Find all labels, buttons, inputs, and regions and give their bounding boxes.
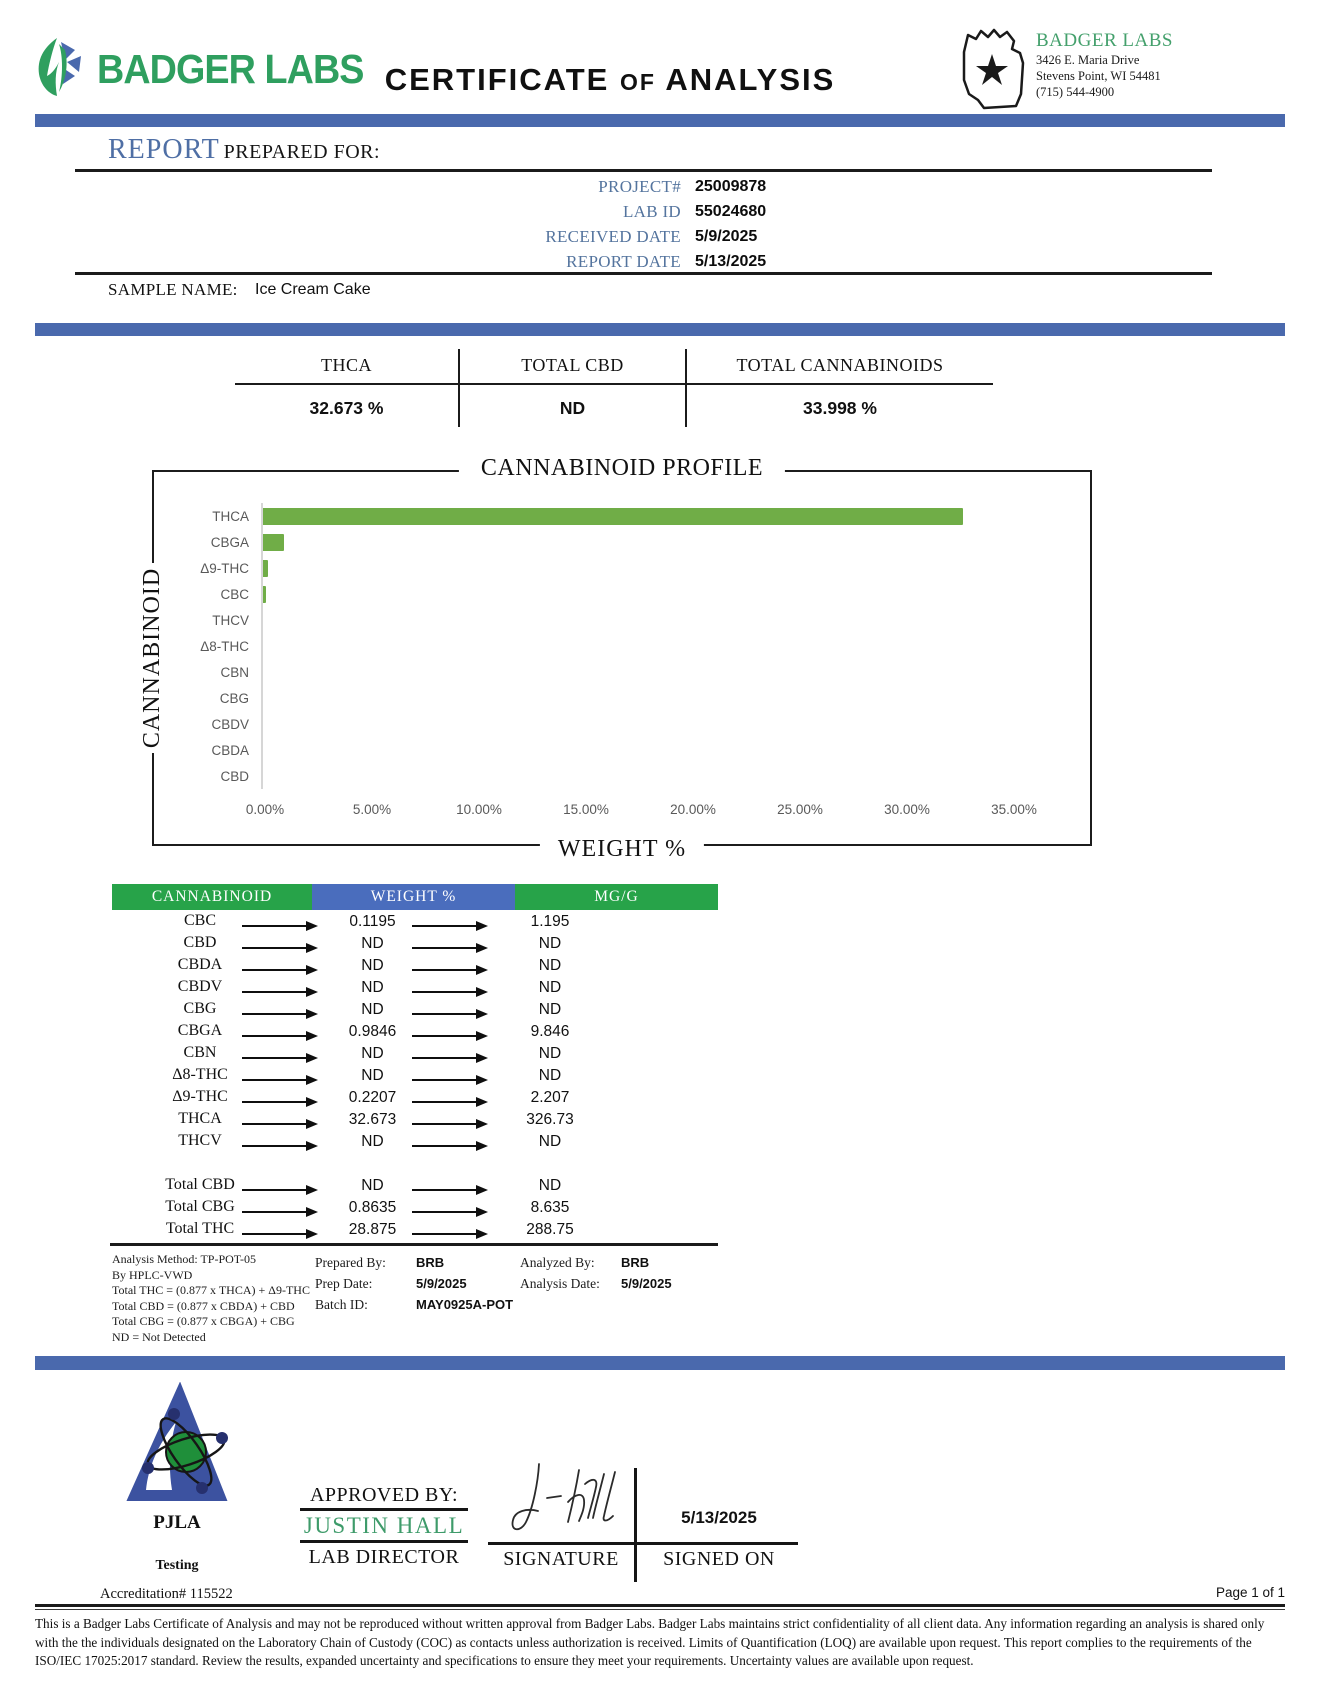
mg-g-value: ND — [538, 1001, 562, 1018]
cannabinoid-name: CBD — [183, 934, 217, 951]
chart-row — [154, 711, 1080, 737]
chart-bar-track — [261, 659, 1080, 685]
cannabinoid-name: CBC — [183, 912, 216, 929]
table-header-cannabinoid: CANNABINOID — [112, 884, 312, 910]
chart-x-tick-label: 30.00% — [884, 802, 930, 817]
lab-contact-block — [950, 22, 1173, 119]
rule — [35, 1609, 1285, 1610]
arrow-head — [476, 987, 488, 997]
arrow-shaft — [412, 1035, 476, 1037]
arrow-shaft — [412, 925, 476, 927]
signed-date: 5/13/2025 — [681, 1508, 757, 1527]
chart-row — [154, 763, 1080, 789]
chart-bar — [263, 560, 268, 577]
method-note-line: Total CBG = (0.877 x CBGA) + CBG — [112, 1314, 295, 1328]
lab-address-line2: Stevens Point, WI 54481 — [1036, 69, 1161, 83]
report-field: LAB ID 55024680 — [623, 201, 767, 221]
chart-bar-track — [261, 529, 1080, 555]
mg-g-value: 8.635 — [530, 1199, 570, 1216]
svg-text:PJLA: PJLA — [153, 1512, 201, 1533]
weight-pct-value: ND — [361, 935, 384, 952]
chart-category-label: Δ8-THC — [200, 638, 249, 654]
table-row — [110, 1110, 630, 1132]
report-field: RECEIVED DATE 5/9/2025 — [545, 226, 758, 246]
chart-row — [154, 503, 1080, 529]
arrow-icon — [242, 1009, 318, 1019]
weight-pct-value: ND — [361, 1045, 384, 1062]
arrow-icon — [412, 1207, 488, 1217]
report-prepared-for-title: REPORT PREPARED FOR: — [108, 134, 381, 165]
arrow-shaft — [242, 925, 306, 927]
arrow-head — [476, 1053, 488, 1063]
note-value: BRB — [416, 1255, 445, 1270]
arrow-icon — [412, 965, 488, 975]
signature-rule — [488, 1542, 798, 1545]
table-header-mgg: MG/G — [515, 884, 718, 910]
note-field — [315, 1252, 515, 1273]
chart-x-tick-label: 20.00% — [670, 802, 716, 817]
justin-hall-signature — [505, 1458, 645, 1545]
cannabinoid-name: Δ8-THC — [172, 1066, 228, 1083]
weight-pct-value: ND — [361, 957, 384, 974]
arrow-shaft — [412, 1079, 476, 1081]
chart-row — [154, 659, 1080, 685]
chart-bar-track — [261, 607, 1080, 633]
cannabinoid-name: Total CBG — [165, 1198, 235, 1215]
table-row — [110, 1176, 630, 1198]
page-number: Page 1 of 1 — [1215, 1585, 1285, 1600]
arrow-head — [306, 1141, 318, 1151]
arrow-head — [476, 1185, 488, 1195]
chart-plot-rows — [154, 503, 1080, 789]
arrow-head — [306, 1229, 318, 1239]
arrow-head — [306, 1075, 318, 1085]
arrow-icon — [412, 1053, 488, 1063]
weight-pct-value: ND — [361, 1177, 384, 1194]
arrow-icon — [412, 1229, 488, 1239]
weight-pct-value: 0.9846 — [348, 1023, 397, 1040]
table-header-weight: WEIGHT % — [312, 884, 515, 910]
note-value: 5/9/2025 — [621, 1276, 672, 1291]
mg-g-value: ND — [538, 935, 562, 952]
chart-y-axis-label: CANNABINOID — [139, 563, 169, 753]
arrow-head — [306, 965, 318, 975]
arrow-head — [476, 1097, 488, 1107]
arrow-icon — [242, 1031, 318, 1041]
arrow-head — [476, 1229, 488, 1239]
cannabinoid-name: CBGA — [177, 1022, 223, 1039]
arrow-icon — [242, 987, 318, 997]
arrow-head — [306, 1009, 318, 1019]
accreditation-number: Accreditation# 115522 — [100, 1586, 233, 1602]
arrow-icon — [412, 1119, 488, 1129]
rule — [75, 169, 1212, 172]
note-value: BRB — [621, 1255, 650, 1270]
chart-bar — [263, 586, 266, 603]
arrow-icon — [412, 1097, 488, 1107]
arrow-head — [306, 921, 318, 931]
chart-x-tick-label: 35.00% — [991, 802, 1037, 817]
chart-bar-track — [261, 711, 1080, 737]
sample-name-label: SAMPLE NAME: — [108, 280, 238, 299]
cannabinoid-profile-chart — [139, 455, 1092, 862]
badger-leaf-icon — [35, 36, 89, 103]
approver-name: JUSTIN HALL — [303, 1513, 465, 1538]
arrow-head — [476, 1119, 488, 1129]
weight-pct-value: ND — [361, 1133, 384, 1150]
method-note-line: ND = Not Detected — [112, 1329, 206, 1344]
summary-cell-total-cannabinoids: TOTAL CANNABINOIDS 33.998 % — [685, 349, 993, 427]
page-title: CERTIFICATE OF ANALYSIS — [384, 62, 836, 97]
wisconsin-star-icon — [950, 22, 1036, 119]
cannabinoid-name: THCA — [178, 1110, 222, 1127]
cannabinoid-name: CBDA — [177, 956, 223, 973]
divider-bar-footer — [35, 1356, 1285, 1370]
lab-address-line1: 3426 E. Maria Drive — [1036, 53, 1140, 67]
arrow-shaft — [412, 1189, 476, 1191]
note-field — [520, 1273, 740, 1294]
chart-category-label: CBDV — [211, 716, 249, 732]
report-fields — [300, 174, 920, 274]
chart-category-label: CBDA — [211, 742, 249, 758]
chart-row — [154, 581, 1080, 607]
rule — [300, 1540, 468, 1543]
table-row — [110, 1198, 630, 1220]
chart-bar — [263, 508, 963, 525]
mg-g-value: ND — [538, 1045, 562, 1062]
arrow-head — [476, 921, 488, 931]
lab-name: BADGER LABS — [1036, 30, 1173, 51]
cannabinoid-name: CBG — [183, 1000, 217, 1017]
note-label: Analysis Date: — [520, 1275, 600, 1291]
summary-cell-total-cbd: TOTAL CBD ND — [458, 349, 685, 427]
arrow-icon — [242, 921, 318, 931]
arrow-shaft — [242, 1233, 306, 1235]
mg-g-value: ND — [538, 1177, 562, 1194]
cannabinoid-name: Total THC — [165, 1220, 235, 1237]
arrow-shaft — [412, 991, 476, 993]
approved-by-label: APPROVED BY: — [309, 1484, 459, 1506]
chart-row — [154, 529, 1080, 555]
chart-x-tick-label: 25.00% — [777, 802, 823, 817]
mg-g-value: 326.73 — [526, 1111, 574, 1128]
arrow-shaft — [412, 1101, 476, 1103]
method-note-line: Total THC = (0.877 x THCA) + Δ9-THC — [112, 1283, 310, 1297]
mg-g-value: ND — [538, 1133, 562, 1150]
weight-pct-value: 0.8635 — [348, 1199, 397, 1216]
rule — [35, 1604, 1285, 1607]
lab-phone: (715) 544-4900 — [1036, 85, 1115, 99]
arrow-icon — [242, 1053, 318, 1063]
chart-category-label: CBD — [220, 768, 249, 784]
chart-category-label: CBG — [219, 690, 249, 706]
chart-bar — [263, 534, 284, 551]
method-note-line: Total CBD = (0.877 x CBDA) + CBD — [112, 1298, 295, 1313]
arrow-head — [476, 943, 488, 953]
pjla-sub-label: Testing — [155, 1558, 199, 1573]
table-row — [110, 956, 630, 978]
method-note-line: By HPLC-VWD — [112, 1267, 193, 1282]
weight-pct-value: ND — [361, 1001, 384, 1018]
mg-g-value: 9.846 — [530, 1023, 570, 1040]
arrow-shaft — [242, 1211, 306, 1213]
note-field — [520, 1252, 740, 1273]
arrow-head — [306, 1053, 318, 1063]
table-row — [110, 1220, 630, 1242]
arrow-head — [306, 1185, 318, 1195]
arrow-icon — [242, 1229, 318, 1239]
analysis-notes — [520, 1252, 740, 1294]
arrow-icon — [242, 1207, 318, 1217]
weight-pct-value: 0.2207 — [348, 1089, 397, 1106]
chart-bar-track — [261, 503, 1080, 529]
chart-x-tick-label: 0.00% — [245, 802, 285, 817]
cannabinoid-name: Total CBD — [165, 1176, 235, 1193]
arrow-icon — [242, 965, 318, 975]
chart-bar-track — [261, 633, 1080, 659]
arrow-icon — [242, 1119, 318, 1129]
arrow-icon — [242, 943, 318, 953]
arrow-icon — [412, 1185, 488, 1195]
chart-row — [154, 555, 1080, 581]
arrow-shaft — [412, 1013, 476, 1015]
table-row — [110, 1066, 630, 1088]
arrow-head — [476, 1141, 488, 1151]
arrow-shaft — [412, 1123, 476, 1125]
mg-g-value: 1.195 — [530, 913, 570, 930]
weight-pct-value: 32.673 — [348, 1111, 397, 1128]
arrow-icon — [412, 943, 488, 953]
arrow-icon — [412, 1075, 488, 1085]
arrow-head — [306, 943, 318, 953]
weight-pct-value: 28.875 — [348, 1221, 397, 1238]
mg-g-value: 2.207 — [530, 1089, 570, 1106]
chart-row — [154, 607, 1080, 633]
arrow-head — [476, 1031, 488, 1041]
table-row — [110, 934, 630, 956]
rule — [75, 272, 1212, 275]
arrow-head — [306, 987, 318, 997]
prep-notes — [315, 1252, 515, 1315]
arrow-icon — [412, 1031, 488, 1041]
mg-g-value: 288.75 — [526, 1221, 574, 1238]
table-row — [110, 1132, 630, 1154]
chart-bar-track — [261, 555, 1080, 581]
weight-pct-value: ND — [361, 1067, 384, 1084]
note-label: Prepared By: — [315, 1254, 386, 1270]
rule — [300, 1508, 468, 1511]
arrow-shaft — [242, 969, 306, 971]
approver-role: LAB DIRECTOR — [308, 1546, 460, 1568]
chart-x-tick-label: 15.00% — [563, 802, 609, 817]
summary-table — [235, 349, 993, 427]
arrow-shaft — [412, 1145, 476, 1147]
chart-title: CANNABINOID PROFILE — [459, 455, 785, 482]
signature-label: SIGNATURE — [503, 1548, 619, 1570]
cannabinoid-name: THCV — [178, 1132, 222, 1149]
arrow-head — [476, 1207, 488, 1217]
chart-x-ticks — [154, 802, 1090, 820]
arrow-shaft — [412, 1211, 476, 1213]
arrow-icon — [412, 987, 488, 997]
chart-bar-track — [261, 763, 1080, 789]
arrow-shaft — [412, 1057, 476, 1059]
signed-on-label: SIGNED ON — [663, 1548, 775, 1570]
chart-bar-track — [261, 737, 1080, 763]
arrow-shaft — [242, 1013, 306, 1015]
arrow-shaft — [412, 947, 476, 949]
mg-g-value: ND — [538, 1067, 562, 1084]
arrow-shaft — [242, 1123, 306, 1125]
arrow-icon — [242, 1141, 318, 1151]
vertical-rule — [634, 1468, 637, 1582]
chart-category-label: CBGA — [210, 534, 249, 550]
chart-category-label: THCV — [212, 612, 249, 628]
chart-row — [154, 633, 1080, 659]
arrow-shaft — [242, 1189, 306, 1191]
chart-category-label: CBC — [220, 586, 249, 602]
method-note-line: Analysis Method: TP-POT-05 — [112, 1252, 257, 1266]
disclaimer-text: This is a Badger Labs Certificate of Analysis and may not be reproduced without written approval from Badger Labs. Badger Labs maintains strict confidentiality of all client data. Any information regarding an analysis is shared only with the the individuals designated on the Laboratory Chain of Custody (COC) as contacts unless authorization is received. Limits of Quantification (LOQ) are available upon request. This report complies to the requirements of the ISO/IEC 17025:2017 standard. Review the results, expanded uncertainty and specifications to ensure they meet your requirements. Uncertainty values are available upon request. — [35, 1616, 1265, 1669]
arrow-shaft — [242, 947, 306, 949]
arrow-icon — [242, 1075, 318, 1085]
arrow-icon — [242, 1185, 318, 1195]
arrow-shaft — [242, 1101, 306, 1103]
report-field: PROJECT# 25009878 — [598, 176, 767, 196]
arrow-shaft — [242, 1145, 306, 1147]
arrow-shaft — [242, 991, 306, 993]
weight-pct-value: ND — [361, 979, 384, 996]
arrow-shaft — [412, 1233, 476, 1235]
arrow-head — [306, 1119, 318, 1129]
note-field — [315, 1294, 515, 1315]
chart-bar-track — [261, 685, 1080, 711]
cannabinoid-name: CBN — [183, 1044, 217, 1061]
arrow-icon — [412, 1141, 488, 1151]
arrow-shaft — [412, 969, 476, 971]
note-label: Analyzed By: — [520, 1254, 595, 1270]
table-row — [110, 1000, 630, 1022]
divider-bar-top — [35, 114, 1285, 127]
sample-name-value: Ice Cream Cake — [255, 281, 371, 298]
table-row — [110, 1044, 630, 1066]
arrow-icon — [242, 1097, 318, 1107]
arrow-icon — [412, 921, 488, 931]
chart-category-label: Δ9-THC — [200, 560, 249, 576]
chart-x-tick-label: 5.00% — [352, 802, 392, 817]
arrow-head — [476, 1009, 488, 1019]
note-field — [315, 1273, 515, 1294]
arrow-head — [306, 1097, 318, 1107]
summary-cell-thca: THCA 32.673 % — [235, 349, 458, 427]
table-row — [110, 1088, 630, 1110]
pjla-atom-icon — [118, 1382, 236, 1545]
logo-wordmark: BADGER LABS — [97, 46, 364, 92]
chart-row — [154, 737, 1080, 763]
arrow-head — [306, 1031, 318, 1041]
table-row — [110, 978, 630, 1000]
arrow-shaft — [242, 1035, 306, 1037]
mg-g-value: ND — [538, 979, 562, 996]
arrow-icon — [412, 1009, 488, 1019]
mg-g-value: ND — [538, 957, 562, 974]
arrow-shaft — [242, 1079, 306, 1081]
arrow-head — [476, 965, 488, 975]
report-field: REPORT DATE 5/13/2025 — [566, 251, 767, 271]
chart-category-label: CBN — [220, 664, 249, 680]
chart-x-axis-label: WEIGHT % — [540, 836, 704, 863]
chart-row — [154, 685, 1080, 711]
chart-bar-track — [261, 581, 1080, 607]
chart-category-label: THCA — [212, 508, 249, 524]
arrow-shaft — [242, 1057, 306, 1059]
arrow-head — [476, 1075, 488, 1085]
table-row — [110, 912, 630, 934]
cannabinoid-name: CBDV — [177, 978, 223, 995]
table-row — [110, 1022, 630, 1044]
note-label: Prep Date: — [315, 1275, 373, 1291]
table-bottom-rule — [110, 1243, 718, 1246]
arrow-head — [306, 1207, 318, 1217]
note-value: 5/9/2025 — [416, 1276, 467, 1291]
note-label: Batch ID: — [315, 1296, 368, 1312]
weight-pct-value: 0.1195 — [349, 913, 396, 930]
cannabinoid-name: Δ9-THC — [172, 1088, 228, 1105]
divider-bar-2 — [35, 323, 1285, 336]
note-value: MAY0925A-POT — [416, 1297, 514, 1312]
chart-x-tick-label: 10.00% — [456, 802, 502, 817]
